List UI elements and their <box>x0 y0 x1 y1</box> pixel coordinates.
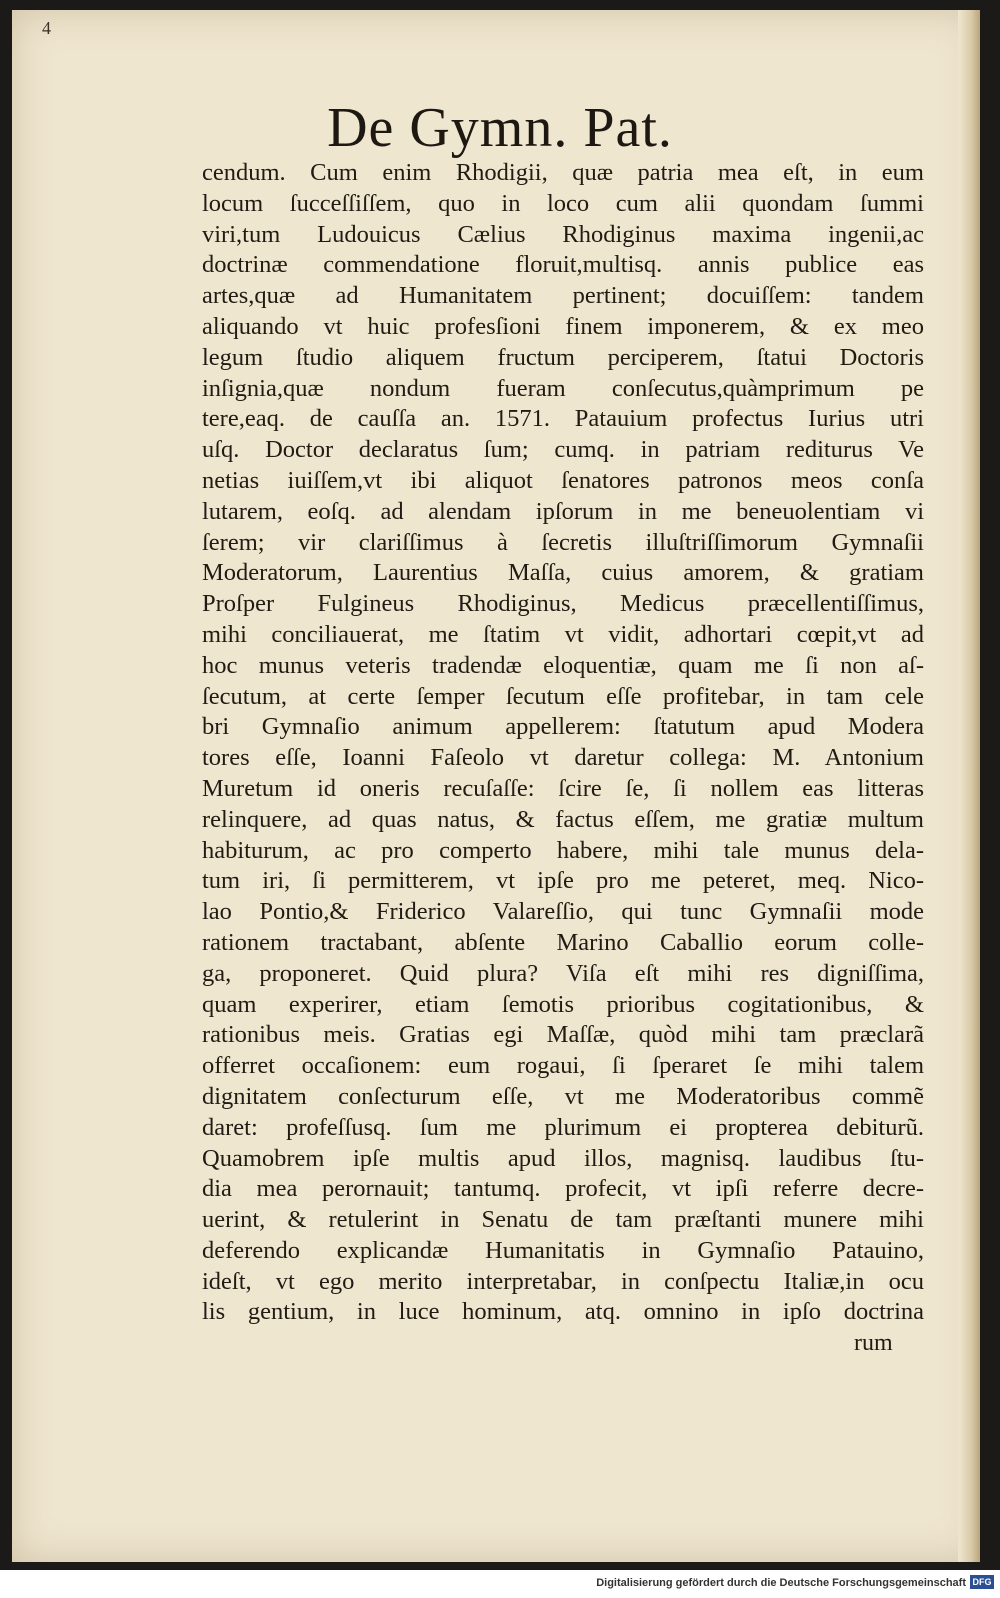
text-line: offerret occaſionem: eum rogaui, ſi ſperaret ſe mihi talem <box>202 1052 924 1080</box>
text-line: aliquando vt huic profesſioni finem imponerem, & ex meo <box>202 312 924 340</box>
folio-mark: 4 <box>42 18 51 38</box>
text-line: quam experirer, etiam ſemotis prioribus cogitationibus, & <box>202 990 924 1018</box>
text-line: tum iri, ſi permitterem, vt ipſe pro me peteret, meq. Nico- <box>202 867 924 895</box>
text-line: Muretum id oneris recuſaſſe: ſcire ſe, ſi nollem eas litteras <box>202 774 924 802</box>
text-line: lutarem, eoſq. ad alendam ipſorum in me beneuolentiam vi <box>202 497 924 525</box>
text-line: doctrinæ commendatione floruit,multisq. annis publice eas <box>202 251 924 279</box>
text-line: ga, proponeret. Quid plura? Viſa eſt mihi res digniſſima, <box>202 959 924 987</box>
catchword: rum <box>854 1330 893 1356</box>
text-line: rationibus meis. Gratias egi Maſſæ, quòd mihi tam præclarã <box>202 1021 924 1049</box>
text-line: Proſper Fulgineus Rhodiginus, Medicus præcellentiſſimus, <box>202 590 924 618</box>
text-line: inſignia,quæ nondum fueram conſecutus,quàmprimum pe <box>202 374 924 402</box>
text-line: lis gentium, in luce hominum, atq. omnino in ipſo doctrina <box>202 1298 924 1326</box>
text-line: hoc munus veteris tradendæ eloquentiæ, quam me ſi non aſ- <box>202 651 924 679</box>
text-line: rationem tractabant, abſente Marino Caballio eorum colle- <box>202 928 924 956</box>
text-line: lao Pontio,& Friderico Valareſſio, qui tunc Gymnaſii mode <box>202 898 924 926</box>
text-line: dia mea perornauit; tantumq. profecit, vt ipſi referre decre- <box>202 1175 924 1203</box>
text-line: cendum. Cum enim Rhodigii, quæ patria mea eſt, in eum <box>202 159 924 186</box>
text-line: ſecutum, at certe ſemper ſecutum eſſe profitebar, in tam cele <box>202 682 924 710</box>
text-line: bri Gymnaſio animum appellerem: ſtatutum apud Modera <box>202 713 924 741</box>
text-line: dignitatem conſecturum eſſe, vt me Moderatoribus commẽ <box>202 1082 924 1110</box>
running-head: De Gymn. Pat. <box>327 97 673 159</box>
dfg-logo: DFG <box>970 1575 994 1589</box>
text-line: locum ſucceſſiſſem, quo in loco cum alii quondam ſummi <box>202 189 924 217</box>
text-line: viri,tum Ludouicus Cælius Rhodiginus maxima ingenii,ac <box>202 220 924 248</box>
text-line: tere,eaq. de cauſſa an. 1571. Patauium profectus Iurius utri <box>202 405 924 433</box>
footer-bar <box>0 1570 1000 1598</box>
text-line: legum ſtudio aliquem fructum perciperem, ſtatui Doctoris <box>202 343 924 371</box>
text-line: mihi conciliauerat, me ſtatim vt vidit, adhortari cœpit,vt ad <box>202 620 924 648</box>
funding-credit: Digitalisierung gefördert durch die Deutsche Forschungsgemeinschaft <box>596 1577 966 1589</box>
text-line: uſq. Doctor declaratus ſum; cumq. in patriam rediturus Ve <box>202 436 924 464</box>
text-line: habiturum, ac pro comperto habere, mihi tale munus dela- <box>202 836 924 864</box>
text-line: deferendo explicandæ Humanitatis in Gymnaſio Patauino, <box>202 1236 924 1264</box>
text-line: daret: profeſſusq. ſum me plurimum ei propterea debiturũ. <box>202 1113 924 1141</box>
text-line: uerint, & retulerint in Senatu de tam præſtanti munere mihi <box>202 1206 924 1234</box>
text-line: netias iuiſſem,vt ibi aliquot ſenatores patronos meos conſa <box>202 466 924 494</box>
text-line: artes,quæ ad Humanitatem pertinent; docuiſſem: tandem <box>202 282 924 310</box>
text-line: Quamobrem ipſe multis apud illos, magnisq. laudibus ſtu- <box>202 1144 924 1172</box>
text-line: tores eſſe, Ioanni Faſeolo vt daretur collega: M. Antonium <box>202 744 924 772</box>
body-text <box>202 158 924 1328</box>
text-line: Moderatorum, Laurentius Maſſa, cuius amorem, & gratiam <box>202 559 924 587</box>
text-line: ſerem; vir clariſſimus à ſecretis illuſtriſſimorum Gymnaſii <box>202 528 924 556</box>
text-line: relinquere, ad quas natus, & factus eſſem, me gratiæ multum <box>202 805 924 833</box>
text-line: ideſt, vt ego merito interpretabar, in conſpectu Italiæ,in ocu <box>202 1267 924 1295</box>
page-edge <box>958 10 980 1562</box>
